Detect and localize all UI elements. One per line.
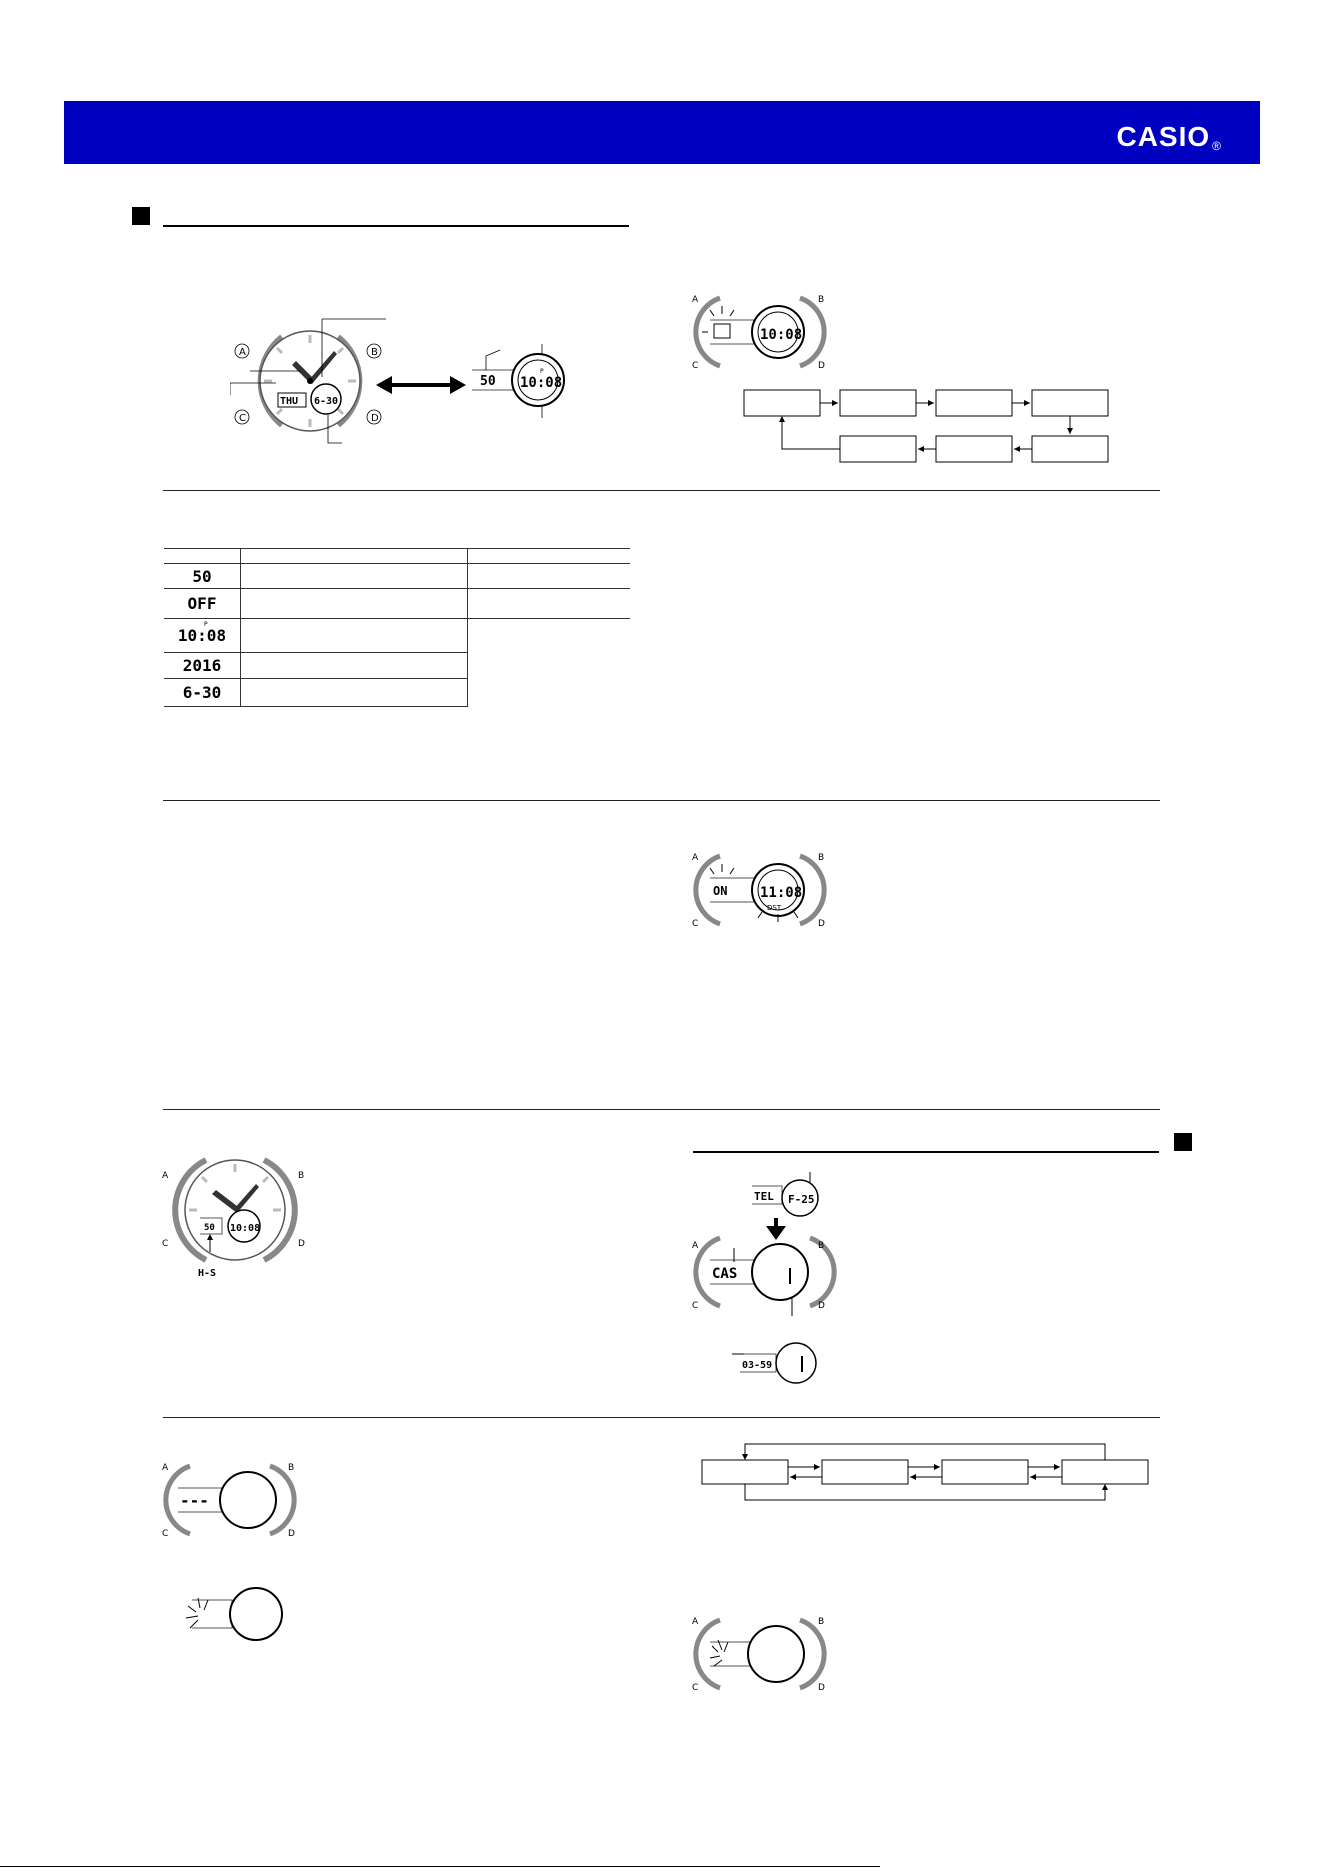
table-cell-display: 6-30: [164, 679, 241, 707]
footer-rule: [0, 1866, 880, 1867]
divider-3: [163, 1109, 1160, 1110]
divider-2: [163, 800, 1160, 801]
button-a-label: A: [162, 1463, 169, 1473]
day-display: THU: [280, 396, 299, 407]
button-b-label: B: [371, 347, 378, 358]
pm-mark: P: [204, 621, 208, 628]
flow-box-3: [942, 1460, 1028, 1484]
table-row: [164, 619, 630, 653]
brand-name: CASIO: [1116, 121, 1211, 152]
button-b-label: B: [818, 853, 825, 863]
casio-logo: [1116, 121, 1222, 153]
button-a-label: A: [239, 347, 246, 358]
button-a-label: A: [692, 1241, 699, 1251]
divider-4: [163, 1417, 1160, 1418]
flow-box-5: [1032, 436, 1108, 462]
setting-flow-diagram: [740, 386, 1120, 466]
hand-watch-figure: [160, 1148, 310, 1283]
watch-face-figure: [230, 315, 390, 450]
section-marker-left: [132, 207, 150, 225]
top-label: TEL: [754, 1190, 774, 1203]
flow-box-4: [1032, 390, 1108, 416]
city-watch-figure: [690, 1168, 840, 1388]
button-d-label: D: [818, 1683, 825, 1693]
button-d-label: D: [818, 361, 825, 371]
table-cell-display: 2016: [164, 653, 241, 679]
button-c-label: C: [162, 1239, 169, 1249]
top-value: F-25: [788, 1193, 815, 1206]
button-a-label: A: [692, 1617, 699, 1627]
button-b-label: B: [298, 1171, 305, 1181]
button-a-label: A: [692, 853, 699, 863]
button-b-label: B: [818, 1617, 825, 1627]
flashing-dial-figure: [176, 1584, 286, 1644]
section-heading-rule-right: [693, 1151, 1159, 1153]
button-d-label: D: [818, 919, 825, 929]
button-d-label: D: [298, 1239, 305, 1249]
flow-box-6: [936, 436, 1012, 462]
button-a-label: A: [162, 1171, 169, 1181]
timekeeping-display-figure: [470, 340, 580, 420]
pm-mark: P: [540, 368, 544, 375]
mode-flow-diagram: [700, 1440, 1156, 1510]
flow-box-2: [840, 390, 916, 416]
dst-indicator: DST: [767, 904, 782, 912]
city-code: 50: [204, 1223, 215, 1233]
double-arrow: [376, 374, 466, 396]
table-header-row: [164, 549, 630, 564]
city-display: CAS: [712, 1266, 738, 1282]
button-c-label: C: [239, 413, 246, 424]
divider-1: [163, 490, 1160, 491]
time-display: 10:08: [230, 1223, 261, 1234]
button-a-label: A: [692, 295, 699, 305]
setting-watch-figure: [690, 292, 830, 372]
display-value: 10:08: [177, 626, 227, 645]
down-arrow-icon: [766, 1226, 786, 1240]
flow-box-1: [744, 390, 820, 416]
hand-pivot: [307, 378, 313, 384]
button-d-label: D: [818, 1301, 825, 1311]
flow-box-2: [822, 1460, 908, 1484]
section-marker-right: [1174, 1133, 1192, 1151]
button-c-label: C: [692, 1301, 699, 1311]
hand-setting-label: H-S: [198, 1268, 217, 1279]
table-cell-display: [164, 619, 241, 653]
date-display: 6-30: [314, 396, 339, 407]
bottom-value: 03-59: [742, 1360, 773, 1371]
button-b-label: B: [288, 1463, 295, 1473]
settings-table: [164, 548, 630, 707]
dst-watch-figure: [690, 850, 830, 930]
time-display: 11:08: [760, 885, 803, 901]
button-b-label: B: [818, 1241, 825, 1251]
time-display: 10:08: [520, 375, 563, 391]
button-d-label: D: [288, 1529, 295, 1539]
flow-box-1: [702, 1460, 788, 1484]
button-c-label: C: [692, 919, 699, 929]
time-display: 10:08: [760, 327, 803, 343]
dst-setting: ON: [713, 884, 728, 898]
blank-display: ---: [180, 1491, 209, 1510]
city-code: 50: [480, 374, 496, 389]
header-banner: [64, 101, 1260, 164]
button-c-label: C: [162, 1529, 169, 1539]
flow-box-3: [936, 390, 1012, 416]
button-b-label: B: [818, 295, 825, 305]
registered-mark: ®: [1212, 139, 1222, 153]
table-row: [164, 589, 630, 619]
button-c-label: C: [692, 1683, 699, 1693]
section-heading-rule-left: [163, 225, 629, 227]
table-row: [164, 564, 630, 589]
flow-box-7: [840, 436, 916, 462]
button-d-label: D: [371, 413, 379, 424]
table-cell-display: 50: [164, 564, 241, 589]
flash-watch-figure: [690, 1614, 830, 1694]
flow-box-4: [1062, 1460, 1148, 1484]
blank-watch-figure: [160, 1460, 300, 1540]
button-c-label: C: [692, 361, 699, 371]
table-cell-display: OFF: [164, 589, 241, 619]
